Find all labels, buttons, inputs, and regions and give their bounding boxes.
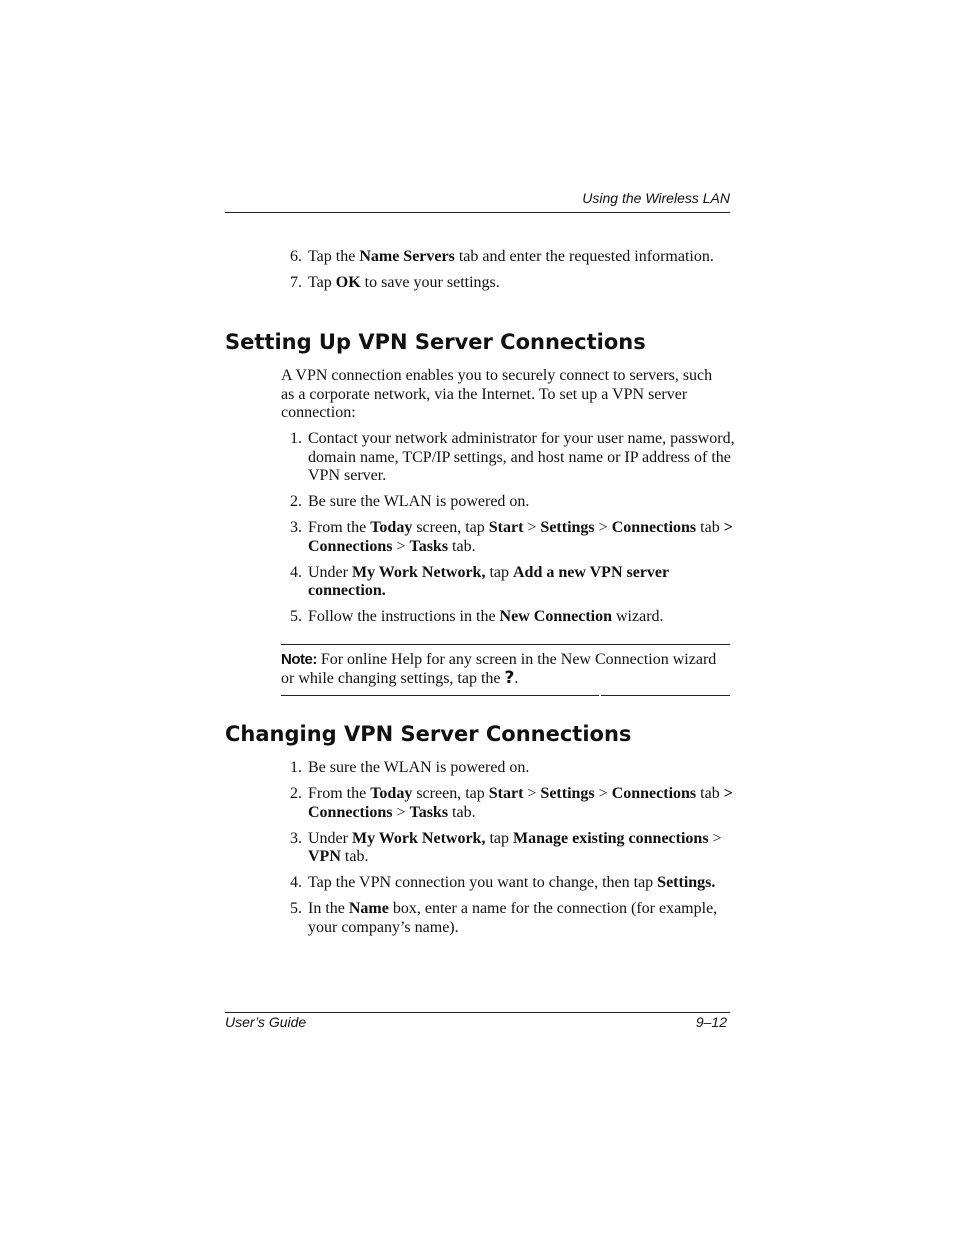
ui-term: Add a new VPN server connection. [308,563,669,599]
list-item-text: Tap the [308,248,360,265]
note-label: Note: [281,651,317,668]
ui-term: Start [488,519,524,536]
note-rule-bottom-right [601,695,730,696]
ui-term: Connections [611,519,697,536]
list-item-text: Tap [308,274,336,291]
note [281,650,730,688]
ui-term: Connections [308,803,393,821]
ui-term: > [723,785,733,802]
section-heading-setup-vpn: Setting Up VPN Server Connections [225,330,646,354]
list-item-text: In the [308,900,349,917]
ui-term: My Work Network, [351,563,486,581]
ui-term: Start [488,785,524,802]
help-icon: ? [504,668,515,688]
running-header: Using the Wireless LAN [582,190,730,206]
list-item-text: Be sure the WLAN is powered on. [308,493,530,510]
list-item-text: Under [308,829,352,847]
list-item-text: tab [696,785,724,802]
list-item [280,874,740,893]
ui-term: Tasks [409,537,449,555]
list-item [280,493,740,512]
list-item-text: tap [485,563,513,581]
list-item-text: screen, tap [412,519,489,536]
list-item-number: 5. [290,900,302,917]
list-item-text: > [594,785,612,802]
footer-rule [225,1012,730,1013]
list-item-number: 3. [290,519,302,536]
list-item-number: 1. [290,759,302,776]
steps-list-changing-vpn [280,759,740,945]
section-heading-changing-vpn: Changing VPN Server Connections [225,722,632,746]
list-item-text: Contact your network administrator for your user name, password, domain name, TCP/IP settings, and host name or IP address of the VPN server. [308,430,735,484]
list-item-text: > [523,519,541,536]
list-item-text: tap [485,829,513,847]
footer-guide-title: User’s Guide [225,1014,307,1030]
list-item-number: 3. [290,829,302,847]
note-end: . [514,670,519,687]
list-item-text: Under [308,563,352,581]
ui-term: Settings [540,785,595,802]
list-item-number: 4. [290,563,302,581]
page-number: 9–12 [695,1014,727,1030]
note-text: For online Help for any screen in the New Connection wizard or while changing settings, tap the [281,651,717,687]
list-item-number: 2. [290,493,302,510]
ui-term: Connections [611,785,697,802]
list-item [280,274,740,293]
list-item [280,759,740,778]
ui-term: Settings. [657,874,716,891]
list-item [280,430,740,486]
section-intro: A VPN connection enables you to securely connect to servers, such as a corporate network, via the Internet. To set up a VPN server connection: [281,367,713,421]
list-item-number: 2. [290,785,302,802]
ui-term: Connections [308,537,393,555]
list-item [280,519,740,556]
list-item-text: to save your settings. [360,274,500,291]
list-item-text: Tap the VPN connection you want to change, then tap [308,874,658,891]
steps-list-continued [280,248,740,300]
list-item-text: Follow the instructions in the [308,608,500,625]
steps-list-setup-vpn [280,430,740,634]
list-item-text: wizard. [611,608,664,625]
ui-term: > [723,519,733,536]
list-item-number: 6. [290,248,302,265]
list-item-number: 1. [290,430,302,447]
ui-term: Today [370,785,413,802]
ui-term: My Work Network, [351,829,486,847]
note-rule-bottom [281,695,599,696]
list-item [280,564,740,601]
ui-term: OK [335,274,361,291]
list-item-text: > [392,537,410,555]
header-rule [225,212,730,213]
list-item [280,785,740,822]
list-item [280,248,740,267]
ui-term: Tasks [409,803,449,821]
list-item-text: > [523,785,541,802]
list-item-text: tab. [448,803,476,821]
list-item-number: 4. [290,874,302,891]
list-item-text: Be sure the WLAN is powered on. [308,759,530,776]
ui-term: Settings [540,519,595,536]
list-item-text: > [708,829,722,847]
list-item-text: > [392,803,410,821]
note-rule-top [281,644,730,645]
list-item-text: tab and enter the requested information. [454,248,714,265]
list-item-text: From the [308,785,371,802]
list-item [280,830,740,867]
ui-term: Name Servers [359,248,455,265]
list-item-text: screen, tap [412,785,489,802]
list-item-text: tab. [448,537,476,555]
list-item-text: tab [696,519,724,536]
ui-term: Manage existing connections [513,829,709,847]
list-item [280,608,740,627]
ui-term: New Connection [499,608,612,625]
list-item-number: 5. [290,608,302,625]
ui-term: Today [370,519,413,536]
list-item [280,900,740,937]
list-item-text: tab. [340,848,369,865]
list-item-text: From the [308,519,371,536]
ui-term: VPN [308,848,341,865]
list-item-text: > [594,519,612,536]
list-item-number: 7. [290,274,302,291]
ui-term: Name [348,900,389,917]
list-item-text: box, enter a name for the connection (for example, your company’s name). [308,900,718,936]
